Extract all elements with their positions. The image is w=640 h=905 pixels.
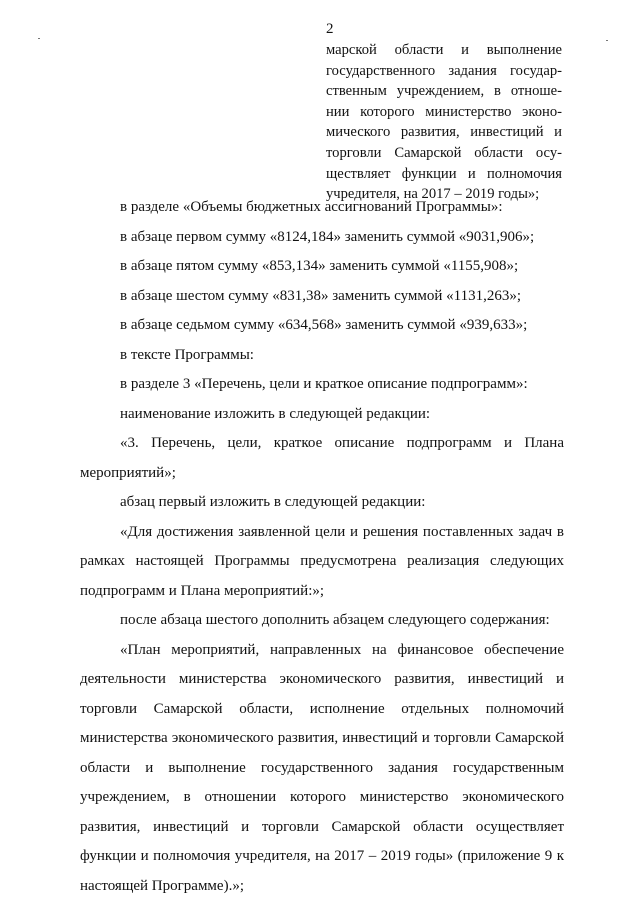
paragraph-line: «План мероприятий, направленных на финансовое обеспечение <box>120 641 564 658</box>
paragraph: в абзаце пятом сумму «853,134» заменить суммой «1155,908»; <box>120 258 519 274</box>
continuation-line: нии которого министерство эконо- <box>326 103 562 120</box>
continuation-block <box>326 40 562 205</box>
paragraph: в абзаце седьмом сумму «634,568» заменить суммой «939,633»; <box>120 317 528 333</box>
paragraph: в тексте Программы: <box>120 346 254 363</box>
paragraph-line: развития, инвестиций и торговли Самарской области осуществляет <box>80 818 564 835</box>
paragraph-line: торговли Самарской области, исполнение отдельных полномочий <box>80 700 564 717</box>
paragraph: в разделе 3 «Перечень, цели и краткое описание подпрограмм»: <box>120 376 528 392</box>
continuation-line: учредителя, на 2017 – 2019 годы»; <box>326 186 540 203</box>
paragraph-line: «3. Перечень, цели, краткое описание подпрограмм и Плана <box>120 435 564 451</box>
page-number: 2 <box>326 21 334 37</box>
paragraph-line: настоящей Программе).»; <box>80 877 244 894</box>
paragraph: в разделе «Объемы бюджетных ассигнований Программы»: <box>120 199 503 215</box>
paragraph: после абзаца шестого дополнить абзацем следующего содержания: <box>120 612 550 628</box>
paragraph-line: учреждением, в отношении которого министерство экономического <box>80 789 564 805</box>
continuation-line: государственного задания государ- <box>326 62 562 79</box>
scan-speck <box>606 40 608 41</box>
continuation-line: ственным учреждением, в отноше- <box>326 83 562 100</box>
paragraph-line: подпрограмм и Плана мероприятий:»; <box>80 582 325 599</box>
document-body <box>80 193 564 901</box>
paragraph-line: деятельности министерства экономического развития, инвестиций и <box>80 671 564 687</box>
continuation-line: мического развития, инвестиций и <box>326 124 562 141</box>
paragraph: наименование изложить в следующей редакции: <box>120 405 431 422</box>
continuation-line: ществляет функции и полномочия <box>326 165 562 182</box>
paragraph: в абзаце первом сумму «8124,184» заменить суммой «9031,906»; <box>120 228 535 245</box>
paragraph-line: рамках настоящей Программы предусмотрена реализация следующих <box>80 553 564 569</box>
paragraph-line: функции и полномочия учредителя, на 2017 – 2019 годы» (приложение 9 к <box>80 848 564 864</box>
paragraph-line: области и выполнение государственного задания государственным <box>80 759 564 776</box>
scan-speck <box>38 38 40 39</box>
paragraph-line: «Для достижения заявленной цели и решения поставленных задач в <box>120 523 564 540</box>
continuation-line: марской области и выполнение <box>326 42 562 58</box>
paragraph: абзац первый изложить в следующей редакции: <box>120 494 426 510</box>
continuation-line: торговли Самарской области осу- <box>326 144 562 161</box>
paragraph: в абзаце шестом сумму «831,38» заменить суммой «1131,263»; <box>120 287 522 304</box>
paragraph-line: мероприятий»; <box>80 464 176 481</box>
paragraph-line: министерства экономического развития, инвестиций и торговли Самарской <box>80 730 564 746</box>
